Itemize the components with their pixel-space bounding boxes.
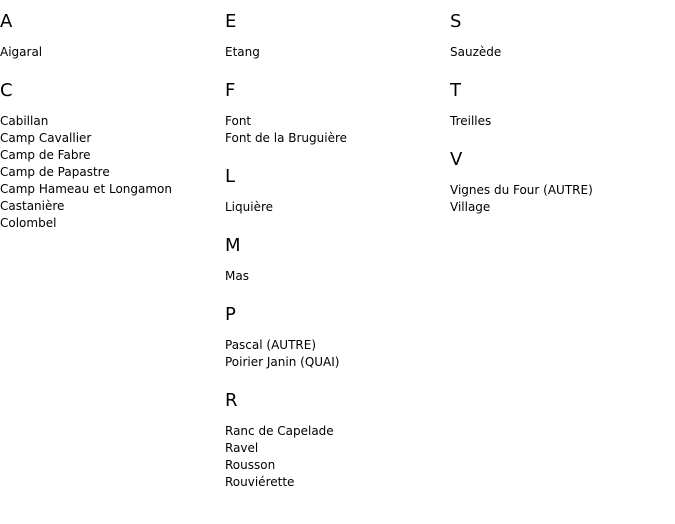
item-list xyxy=(0,44,225,61)
list-item[interactable]: Camp Hameau et Longamon xyxy=(0,182,173,196)
letter-group-s xyxy=(450,12,675,61)
index-column-2 xyxy=(225,12,450,511)
letter-group-v xyxy=(450,150,675,216)
item-list xyxy=(225,199,450,216)
letter-group-a xyxy=(0,12,225,61)
list-item[interactable]: Poirier Janin (QUAI) xyxy=(225,355,340,369)
letter-heading: C xyxy=(0,80,13,101)
list-item[interactable]: Liquière xyxy=(225,200,274,214)
item-list xyxy=(450,113,675,130)
item-list xyxy=(225,44,450,61)
item-list xyxy=(0,113,225,232)
list-item[interactable]: Treilles xyxy=(450,114,492,128)
letter-group-t xyxy=(450,81,675,130)
letter-heading: F xyxy=(225,80,236,101)
list-item[interactable]: Ravel xyxy=(225,441,259,455)
list-item[interactable]: Rouviérette xyxy=(225,475,295,489)
item-list xyxy=(225,337,450,371)
letter-group-e xyxy=(225,12,450,61)
letter-heading: V xyxy=(450,149,463,170)
letter-heading: S xyxy=(450,11,462,32)
index-column-1 xyxy=(0,12,225,511)
letter-group-p xyxy=(225,305,450,371)
letter-heading: T xyxy=(450,80,461,101)
list-item[interactable]: Village xyxy=(450,200,491,214)
list-item[interactable]: Mas xyxy=(225,269,249,283)
list-item[interactable]: Aigaral xyxy=(0,45,43,59)
letter-heading: A xyxy=(0,11,13,32)
list-item[interactable]: Sauzède xyxy=(450,45,502,59)
letter-heading: P xyxy=(225,304,236,325)
letter-group-m xyxy=(225,236,450,285)
letter-group-f xyxy=(225,81,450,147)
list-item[interactable]: Font xyxy=(225,114,252,128)
list-item[interactable]: Etang xyxy=(225,45,260,59)
list-item[interactable]: Rousson xyxy=(225,458,276,472)
letter-group-c xyxy=(0,81,225,232)
list-item[interactable]: Camp de Fabre xyxy=(0,148,91,162)
list-item[interactable]: Camp de Papastre xyxy=(0,165,110,179)
list-item[interactable]: Colombel xyxy=(0,216,57,230)
letter-heading: E xyxy=(225,11,237,32)
alphabetical-index xyxy=(0,12,675,511)
list-item[interactable]: Vignes du Four (AUTRE) xyxy=(450,183,593,197)
item-list xyxy=(450,182,675,216)
list-item[interactable]: Ranc de Capelade xyxy=(225,424,334,438)
list-item[interactable]: Pascal (AUTRE) xyxy=(225,338,317,352)
list-item[interactable]: Camp Cavallier xyxy=(0,131,92,145)
item-list xyxy=(225,268,450,285)
index-column-3 xyxy=(450,12,675,511)
letter-group-r xyxy=(225,391,450,491)
list-item[interactable]: Font de la Bruguière xyxy=(225,131,348,145)
letter-heading: L xyxy=(225,166,236,187)
item-list xyxy=(225,113,450,147)
list-item[interactable]: Castanière xyxy=(0,199,65,213)
letter-group-l xyxy=(225,167,450,216)
letter-heading: R xyxy=(225,390,238,411)
item-list xyxy=(225,423,450,491)
list-item[interactable]: Cabillan xyxy=(0,114,49,128)
letter-heading: M xyxy=(225,235,241,256)
item-list xyxy=(450,44,675,61)
